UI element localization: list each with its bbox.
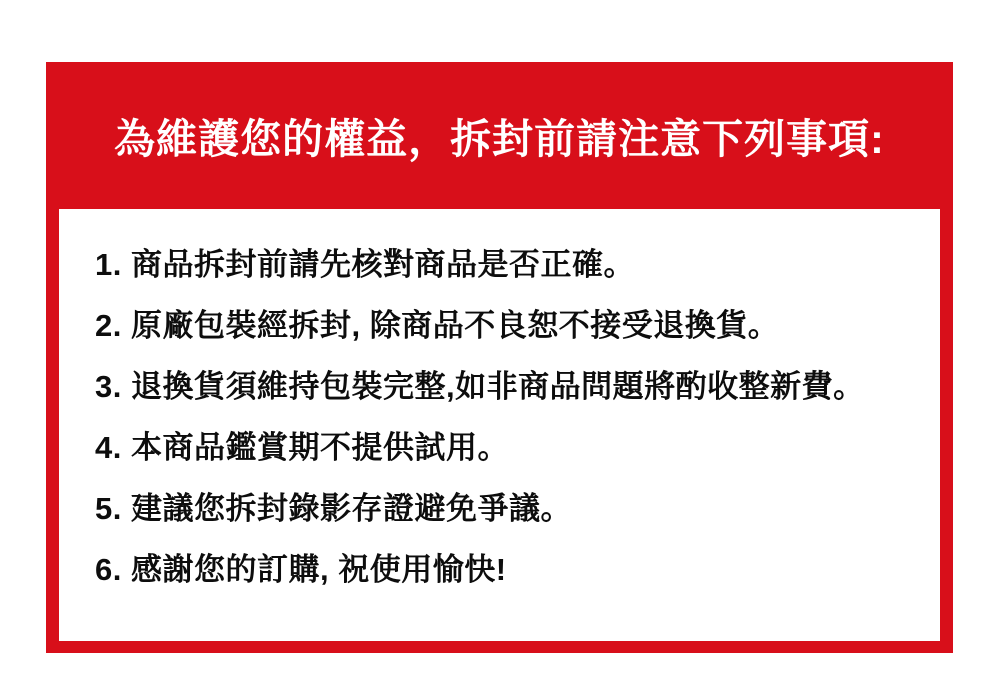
list-item: 1. 商品拆封前請先核對商品是否正確。 [95, 247, 635, 282]
list-item: 3. 退換貨須維持包裝完整,如非商品問題將酌收整新費。 [95, 369, 865, 404]
list-item: 5. 建議您拆封錄影存證避免爭議。 [95, 491, 572, 526]
notice-body-panel [59, 209, 940, 641]
notice-card [46, 62, 953, 653]
list-item: 4. 本商品鑑賞期不提供試用。 [95, 430, 509, 465]
notice-title: 為維護您的權益，拆封前請注意下列事項: [114, 116, 885, 162]
list-item: 2. 原廠包裝經拆封, 除商品不良恕不接受退換貨。 [95, 308, 780, 343]
list-item: 6. 感謝您的訂購, 祝使用愉快! [95, 552, 507, 587]
